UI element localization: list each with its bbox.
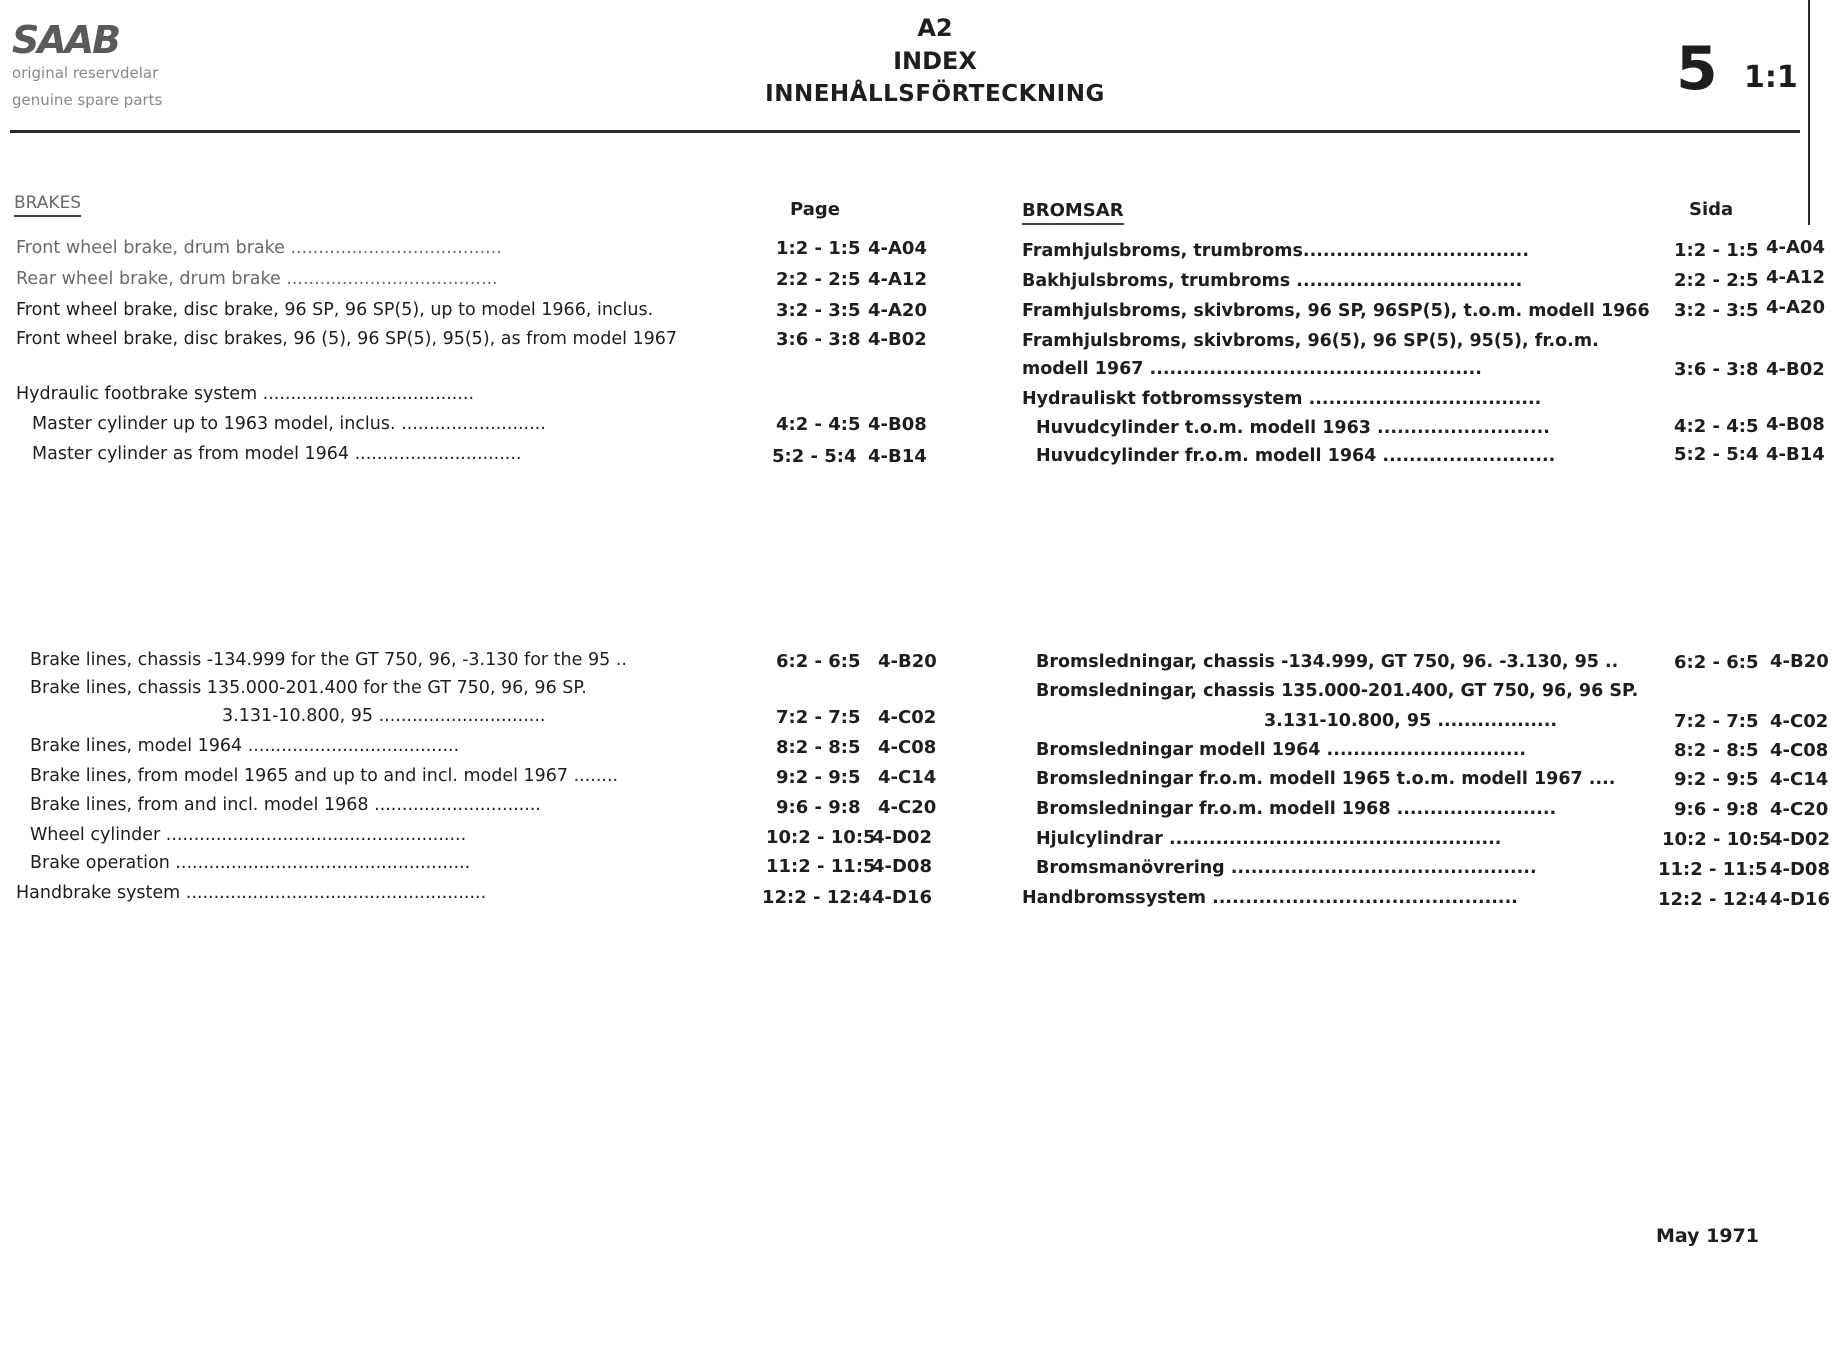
page-range: 9:2 - 9:5 [776,767,861,788]
figure-ref: 4-D02 [1770,829,1830,850]
figure-ref: 4-C20 [1770,799,1829,820]
page-range: 7:2 - 7:5 [776,707,861,728]
index-row: Front wheel brake, disc brake, 96 SP, 96 SP(5), up to model 1966, inclus. [16,300,654,320]
figure-ref: 4-A20 [1766,297,1825,318]
figure-ref: 4-C02 [878,707,937,728]
page-number: 5 [1676,34,1718,104]
figure-ref: 4-B02 [868,329,927,350]
page-range: 1:2 - 1:5 [1674,240,1759,261]
index-row: Wheel cylinder ...................................................... [30,825,467,845]
section-code: A2 [917,14,953,42]
figure-ref: 4-D02 [872,827,932,848]
page-range: 5:2 - 5:4 [772,446,857,467]
figure-ref: 4-A12 [868,269,927,290]
heading-sida: Sida [1689,199,1734,220]
index-row: Bromsledningar, chassis -134.999, GT 750, 96. -3.130, 95 .. [1036,652,1619,672]
index-row: Handbrake system ...................................................... [16,883,487,903]
index-row: Bromsledningar modell 1964 .............................. [1036,740,1526,760]
figure-ref: 4-B08 [1766,414,1825,435]
page-range: 1:2 - 1:5 [776,238,861,259]
index-row: Hydrauliskt fotbromssystem ................................... [1022,389,1542,409]
index-row: Brake lines, from and incl. model 1968 .............................. [30,795,541,815]
page-range: 5:2 - 5:4 [1674,444,1759,465]
index-row: 3.131-10.800, 95 .................. [1264,711,1557,731]
index-row: Bromsmanövrering .............................................. [1036,858,1537,878]
page-range: 11:2 - 11:5 [766,856,876,877]
figure-ref: 4-C14 [878,767,937,788]
header-divider [10,130,1800,133]
page-range: 8:2 - 8:5 [1674,740,1759,761]
title-english: INDEX [893,47,977,75]
index-row: Brake operation ..................................................... [30,853,471,873]
page-range: 6:2 - 6:5 [1674,652,1759,673]
issue-date: May 1971 [1656,1225,1760,1247]
page-range: 3:2 - 3:5 [1674,300,1759,321]
index-row: Brake lines, model 1964 ...................................... [30,736,460,756]
page-range: 8:2 - 8:5 [776,737,861,758]
figure-ref: 4-A04 [868,238,927,259]
scale-label: 1:1 [1744,60,1798,95]
page-range: 9:6 - 9:8 [1674,799,1759,820]
saab-logo: SAAB [12,18,120,62]
index-row: Hydraulic footbrake system ...................................... [16,384,475,404]
page-range: 10:2 - 10:5 [766,827,876,848]
figure-ref: 4-D08 [1770,859,1830,880]
page-range: 11:2 - 11:5 [1658,859,1768,880]
figure-ref: 4-A20 [868,300,927,321]
index-row: Framhjulsbroms, skivbroms, 96 SP, 96SP(5), t.o.m. modell 1966 [1022,301,1650,321]
index-row: Huvudcylinder fr.o.m. modell 1964 .......................... [1036,446,1556,466]
figure-ref: 4-C14 [1770,769,1829,790]
index-row: Framhjulsbroms, skivbroms, 96(5), 96 SP(5), 95(5), fr.o.m. [1022,331,1599,351]
index-row: Framhjulsbroms, trumbroms.................................. [1022,241,1529,261]
page-range: 3:6 - 3:8 [1674,359,1759,380]
page-range: 6:2 - 6:5 [776,651,861,672]
figure-ref: 4-C20 [878,797,937,818]
margin-line [1808,0,1810,225]
page-range: 12:2 - 12:4 [1658,889,1768,910]
index-row: Bromsledningar, chassis 135.000-201.400, GT 750, 96, 96 SP. [1036,681,1639,701]
figure-ref: 4-C02 [1770,711,1829,732]
page-range: 2:2 - 2:5 [1674,270,1759,291]
figure-ref: 4-B14 [868,446,927,467]
page-range: 2:2 - 2:5 [776,269,861,290]
heading-page: Page [790,199,840,220]
page-range: 4:2 - 4:5 [1674,416,1759,437]
page-range: 7:2 - 7:5 [1674,711,1759,732]
figure-ref: 4-B20 [878,651,937,672]
heading-bromsar: BROMSAR [1022,200,1124,225]
index-row: Huvudcylinder t.o.m. modell 1963 .......................... [1036,418,1550,438]
figure-ref: 4-B14 [1766,444,1825,465]
index-row: modell 1967 .................................................. [1022,359,1482,379]
tagline-english: genuine spare parts [12,91,163,109]
index-row: Bromsledningar fr.o.m. modell 1968 ........................ [1036,799,1557,819]
index-row: Brake lines, chassis -134.999 for the GT 750, 96, -3.130 for the 95 .. [30,650,627,670]
page-range: 4:2 - 4:5 [776,414,861,435]
figure-ref: 4-D16 [872,887,932,908]
index-row: Bromsledningar fr.o.m. modell 1965 t.o.m. modell 1967 .... [1036,769,1616,789]
figure-ref: 4-B20 [1770,651,1829,672]
index-row: Front wheel brake, disc brakes, 96 (5), 96 SP(5), 95(5), as from model 1967 [16,329,678,349]
page-range: 9:2 - 9:5 [1674,769,1759,790]
index-row: 3.131-10.800, 95 .............................. [222,706,546,726]
heading-brakes: BRAKES [14,193,81,217]
index-row: Master cylinder as from model 1964 .............................. [32,444,522,464]
index-row: Brake lines, from model 1965 and up to and incl. model 1967 ........ [30,766,619,786]
figure-ref: 4-B02 [1766,359,1825,380]
index-row: Hjulcylindrar .................................................. [1036,829,1502,849]
index-row: Handbromssystem .............................................. [1022,888,1518,908]
tagline-swedish: original reservdelar [12,64,159,82]
figure-ref: 4-D08 [872,856,932,877]
index-row: Rear wheel brake, drum brake ...................................... [16,269,498,289]
figure-ref: 4-A04 [1766,237,1825,258]
page-range: 10:2 - 10:5 [1662,829,1772,850]
figure-ref: 4-C08 [1770,740,1829,761]
title-swedish: INNEHÅLLSFÖRTECKNING [765,81,1105,107]
page-range: 12:2 - 12:4 [762,887,872,908]
index-row: Bakhjulsbroms, trumbroms .................................. [1022,271,1523,291]
figure-ref: 4-C08 [878,737,937,758]
index-row: Brake lines, chassis 135.000-201.400 for the GT 750, 96, 96 SP. [30,678,587,698]
figure-ref: 4-D16 [1770,889,1830,910]
index-row: Master cylinder up to 1963 model, inclus. .......................... [32,414,546,434]
index-row: Front wheel brake, drum brake ...................................... [16,238,502,258]
page-range: 3:6 - 3:8 [776,329,861,350]
page-range: 3:2 - 3:5 [776,300,861,321]
figure-ref: 4-B08 [868,414,927,435]
figure-ref: 4-A12 [1766,267,1825,288]
page-range: 9:6 - 9:8 [776,797,861,818]
